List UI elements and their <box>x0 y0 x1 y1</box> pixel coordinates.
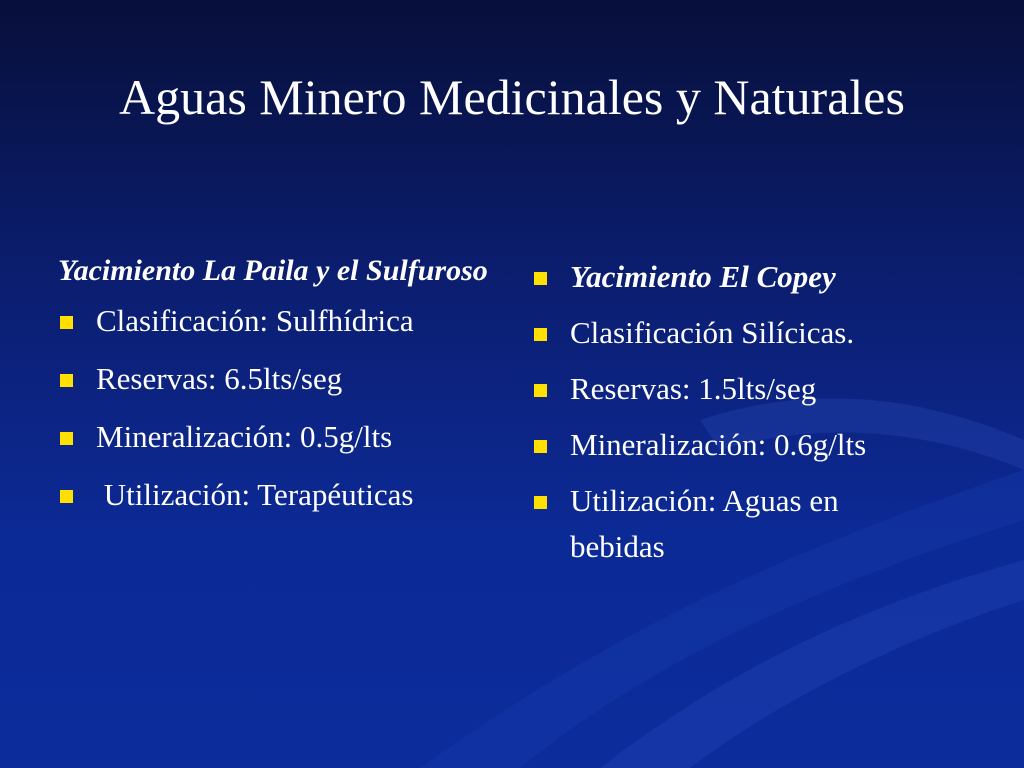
square-bullet-icon <box>60 316 73 329</box>
right-heading: Yacimiento El Copey <box>570 259 836 294</box>
square-bullet-icon <box>534 440 547 453</box>
list-item <box>532 310 972 356</box>
list-item-text: Mineralización: 0.6g/lts <box>570 427 867 462</box>
right-column <box>532 254 972 580</box>
square-bullet-icon <box>534 328 547 341</box>
list-item-text: Utilización: Aguas en bebidas <box>570 483 839 564</box>
list-item <box>532 366 972 412</box>
list-item-text: Reservas: 1.5lts/seg <box>570 371 817 406</box>
list-item <box>532 478 910 570</box>
left-column <box>58 248 498 530</box>
slide-title: Aguas Minero Medicinales y Naturales <box>119 69 905 125</box>
list-item-text: Clasificación: Sulfhídrica <box>96 303 414 338</box>
square-bullet-icon <box>60 490 73 503</box>
list-item <box>58 414 498 460</box>
list-item-text: Utilización: Terapéuticas <box>96 477 414 512</box>
square-bullet-icon <box>534 496 547 509</box>
list-item <box>58 356 498 402</box>
square-bullet-icon <box>534 384 547 397</box>
right-heading-item <box>532 254 972 300</box>
square-bullet-icon <box>534 272 547 285</box>
list-item-text: Mineralización: 0.5g/lts <box>96 419 393 454</box>
list-item-text: Clasificación Silícicas. <box>570 315 855 350</box>
square-bullet-icon <box>60 374 73 387</box>
list-item-text: Reservas: 6.5lts/seg <box>96 361 343 396</box>
left-heading: Yacimiento La Paila y el Sulfuroso <box>58 254 488 287</box>
list-item <box>58 472 498 518</box>
list-item <box>532 422 972 468</box>
square-bullet-icon <box>60 432 73 445</box>
list-item <box>58 298 498 344</box>
